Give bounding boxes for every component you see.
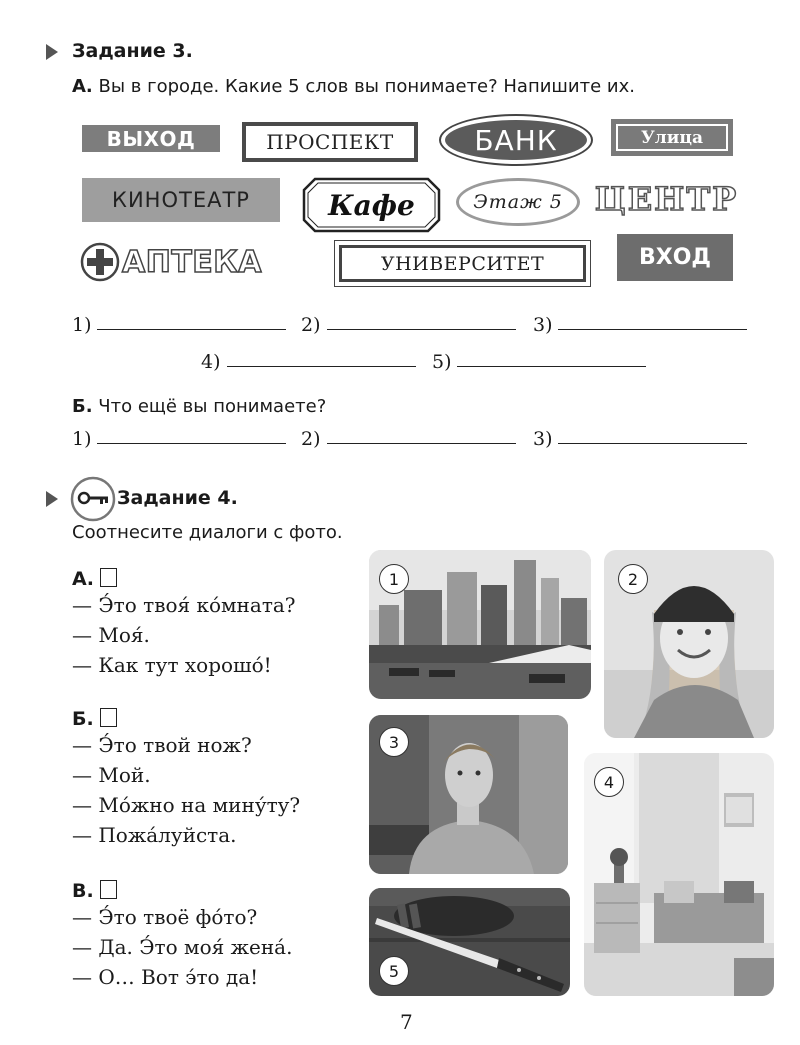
key-icon (70, 476, 116, 522)
task4-instruction: Соотнесите диалоги с фото. (72, 522, 343, 543)
photo-2-woman (604, 550, 774, 738)
dialog-letter: Б. (72, 708, 94, 730)
dialog-line: — Э́то твой нож? (72, 733, 252, 757)
sign-ulica-text: Улица (616, 124, 728, 151)
answer-checkbox[interactable] (100, 568, 117, 587)
dialog-line: — Пожа́луйста. (72, 823, 237, 847)
answer-number: 2) (301, 314, 321, 336)
answer-checkbox[interactable] (100, 880, 117, 899)
sign-vhod: ВХОД (617, 234, 733, 281)
sign-etazh-text: Этаж 5 (459, 181, 577, 223)
part-b-text: Что ещё вы понимаете? (98, 396, 327, 417)
dialog-line: — О… Вот э́то да! (72, 965, 259, 989)
answer-line-b1[interactable] (97, 443, 286, 444)
sign-vyhod: ВЫХОД (82, 125, 220, 152)
section-arrow-icon (46, 44, 58, 60)
answer-number: 4) (201, 351, 221, 373)
answer-line-1[interactable] (97, 329, 286, 330)
task3-part-b (72, 396, 326, 417)
dialog-line: — Э́то твоя́ ко́мната? (72, 593, 296, 617)
answer-line-4[interactable] (227, 366, 416, 367)
sign-apteka-text: АПТЕКА (122, 244, 263, 280)
answer-number: 3) (533, 428, 553, 450)
answer-line-2[interactable] (327, 329, 516, 330)
answer-checkbox[interactable] (100, 708, 117, 727)
task3-title: Задание 3. (72, 40, 193, 62)
answer-number: 5) (432, 351, 452, 373)
dialog-line: — Мой. (72, 763, 151, 787)
dialog-b (72, 708, 300, 850)
sign-kafe-text: Кафе (328, 188, 415, 222)
dialog-line: — Моя́. (72, 623, 150, 647)
sign-universitet (334, 240, 591, 287)
photo-5-knife (369, 888, 570, 996)
part-a-text: Вы в городе. Какие 5 слов вы понимаете? Напишите их. (98, 76, 635, 97)
photo-number: 4 (594, 767, 624, 797)
sign-kafe (301, 176, 442, 234)
dialog-letter: А. (72, 568, 94, 590)
photo-number: 2 (618, 564, 648, 594)
photo-1-city (369, 550, 591, 699)
sign-centr: ЦЕНТР (594, 180, 739, 218)
dialog-line: — Да. Э́то моя́ жена́. (72, 935, 293, 959)
answer-line-b2[interactable] (327, 443, 516, 444)
answer-number: 3) (533, 314, 553, 336)
sign-ulica (611, 119, 733, 156)
dialog-line: — Э́то твоё фо́то? (72, 905, 258, 929)
answer-line-5[interactable] (457, 366, 646, 367)
answer-number: 1) (72, 428, 92, 450)
answer-line-b3[interactable] (558, 443, 747, 444)
sign-prospekt-text: ПРОСПЕКТ (246, 126, 414, 158)
sign-etazh (456, 178, 580, 226)
answer-line-3[interactable] (558, 329, 747, 330)
photo-number: 1 (379, 564, 409, 594)
sign-universitet-text: УНИВЕРСИТЕТ (339, 245, 586, 282)
dialog-a (72, 568, 296, 680)
task3-part-a (72, 76, 635, 97)
photo-3-man (369, 715, 568, 874)
dialog-line: — Мо́жно на мину́ту? (72, 793, 301, 817)
dialog-line: — Как тут хорошо́! (72, 653, 272, 677)
pharmacy-cross-icon (80, 242, 120, 282)
answer-number: 1) (72, 314, 92, 336)
sign-bank (439, 114, 593, 166)
section-arrow-icon (46, 491, 58, 507)
photo-number: 5 (379, 956, 409, 986)
page-number: 7 (400, 1010, 413, 1034)
answer-number: 2) (301, 428, 321, 450)
part-b-letter: Б. (72, 396, 93, 417)
task4-title: Задание 4. (117, 487, 238, 509)
sign-apteka (80, 240, 295, 284)
photo-4-room (584, 753, 774, 996)
sign-prospekt (242, 122, 418, 162)
dialog-letter: В. (72, 880, 94, 902)
sign-kinoteatr: КИНОТЕАТР (82, 178, 280, 222)
dialog-v (72, 880, 292, 992)
part-a-letter: А. (72, 76, 93, 97)
photo-number: 3 (379, 727, 409, 757)
sign-bank-text: БАНК (445, 120, 587, 160)
